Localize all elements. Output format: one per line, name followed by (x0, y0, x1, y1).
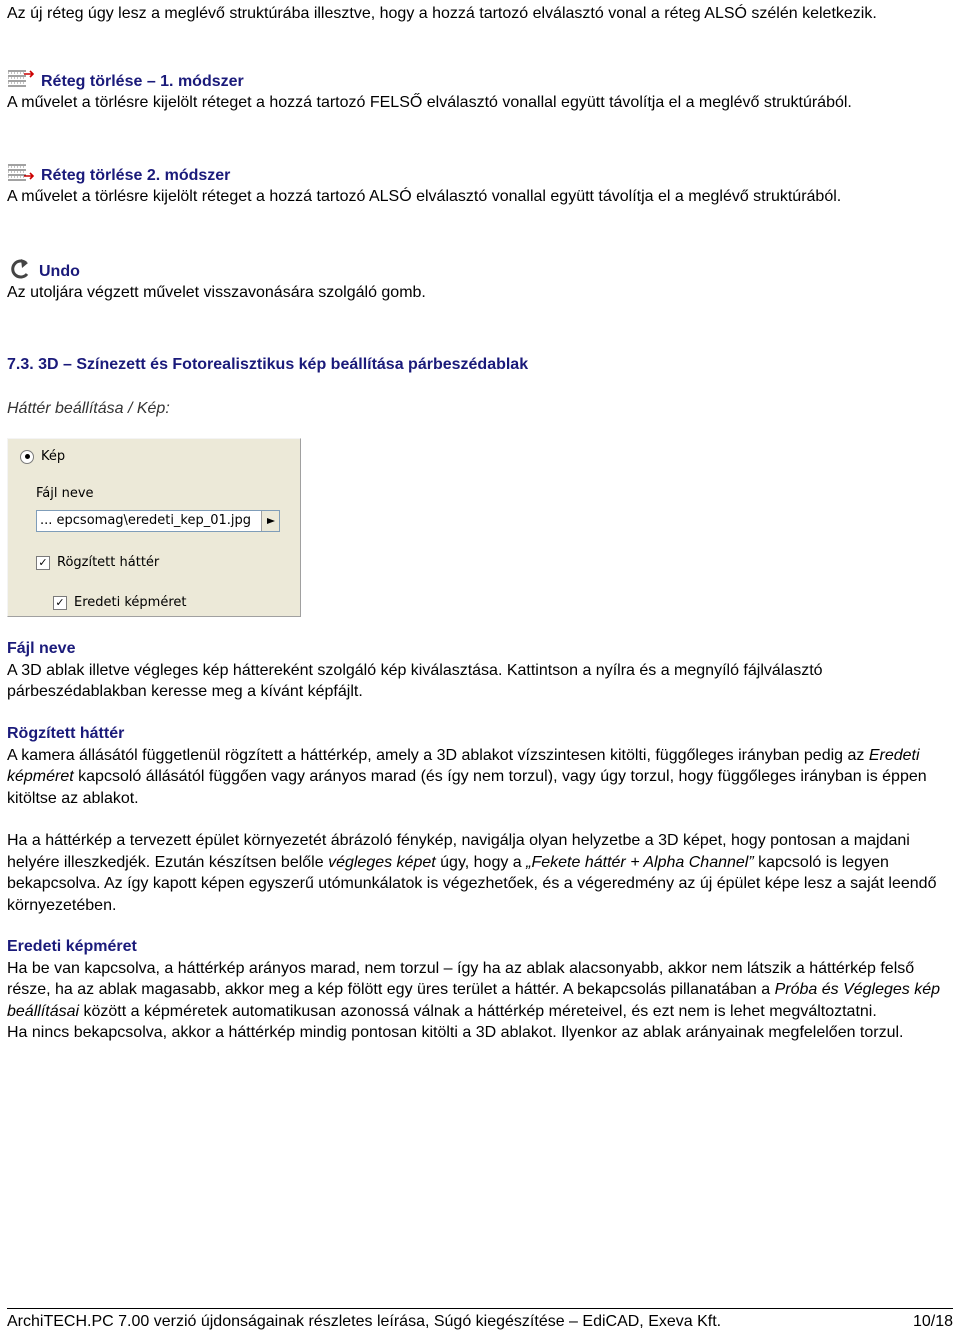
fixed-background-checkbox[interactable]: ✓ (36, 556, 50, 570)
layer-delete-1-text: A művelet a törlésre kijelölt réteget a hozzá tartozó FELSŐ elválasztó vonallal együtt távolítja el a meglévő struktúrából. (7, 94, 852, 111)
intro-paragraph: Az új réteg úgy lesz a meglévő struktúrába illesztve, hogy a hozzá tartozó elválasztó vonal a réteg ALSÓ szélén keletkezik. (7, 5, 877, 22)
undo-title: Undo (39, 263, 80, 280)
original-size-title: Eredeti képméret (7, 938, 137, 955)
file-name-value: ... epcsomag\eredeti_kep_01.jpg (40, 513, 252, 529)
file-name-text: A 3D ablak illetve végleges kép háttereként szolgáló kép kiválasztása. Kattintson a nyílra és a megnyíló fájlválasztó párbeszédablakban keresse meg a kívánt képfájlt. (7, 661, 823, 700)
image-radio[interactable] (20, 450, 34, 464)
fixed-background-section (7, 723, 955, 809)
fixed-background-title: Rögzített háttér (7, 725, 125, 742)
original-size-label: Eredeti képméret (74, 595, 187, 610)
file-name-combo[interactable] (36, 510, 280, 532)
fixed-background-p1: A kamera állásától függetlenül rögzített a háttérkép, amely a 3D ablakot vízszintesen kitölti, függőleges irányban pedig az Eredeti képméret kapcsoló állásától függően vagy arányos marad (és így nem torzul), vagy úgy torzul, hogy függőleges irányban is éppen kitöltse az ablakot. (7, 746, 927, 807)
original-size-p1: Ha be van kapcsolva, a háttérkép arányos marad, nem torzul – így ha az ablak alacsonyabb, akkor nem látszik a háttérkép felső része, ha az ablak magasabb, akkor meg a kép fölött egy üres terület a háttér. A bekapcsolás pillanatában a Próba és Végleges kép beállításai között a képméretek automatikusan azonossá válnak a háttérkép méreteivel, és ezt nem is lehet megváltoztatni. (7, 959, 941, 1020)
image-radio-label: Kép (41, 449, 66, 464)
undo-section (7, 258, 955, 304)
background-settings-dialog (7, 438, 301, 617)
section-heading: 7.3. 3D – Színezett és Fotorealisztikus kép beállítása párbeszédablak (7, 356, 529, 373)
layer-delete-2-text: A művelet a törlésre kijelölt réteget a hozzá tartozó ALSÓ elválasztó vonallal együtt távolítja el a meglévő struktúrából. (7, 188, 842, 205)
footer-text: ArchiTECH.PC 7.00 verzió újdonságainak részletes leírása, Súgó kiegészítése – EdiCAD, Exeva Kft. (7, 1313, 722, 1330)
original-size-checkbox[interactable]: ✓ (53, 596, 67, 610)
page-number: 10/18 (912, 1313, 953, 1330)
page-footer (7, 1308, 953, 1333)
file-name-label: Fájl neve (36, 486, 94, 501)
file-name-section (7, 638, 955, 703)
original-size-p2: Ha nincs bekapcsolva, akkor a háttérkép mindig pontosan kitölti a 3D ablakot. Ilyenkor az ablak arányainak megfelelően torzul. (7, 1024, 904, 1041)
undo-text: Az utoljára végzett művelet visszavonására szolgáló gomb. (7, 284, 426, 301)
subheading: Háttér beállítása / Kép: (7, 400, 170, 417)
fixed-background-p2: Ha a háttérkép a tervezett épület környezetét ábrázoló fénykép, navigálja olyan helyzetbe a 3D képet, hogy pontosan a majdani helyére illeszkedjék. Ezután készítsen belőle végleges képet úgy, hogy a „Fekete háttér + Alpha Channel” kapcsoló is legyen bekapcsolva. Az így kapott képen egyszerű utómunkálatok is végezhetőek, és a végeredmény az új épület képe lesz a saját leendő környezetében. (7, 832, 937, 914)
layer-delete-1-title: Réteg törlése – 1. módszer (41, 73, 244, 90)
file-name-title: Fájl neve (7, 640, 76, 657)
fixed-background-label: Rögzített háttér (57, 555, 160, 570)
layer-delete-1-section (7, 68, 955, 114)
layer-delete-2-section (7, 162, 955, 208)
dropdown-arrow-icon[interactable] (261, 511, 279, 531)
original-size-section (7, 936, 955, 1044)
layer-delete-2-title: Réteg törlése 2. módszer (41, 167, 231, 184)
